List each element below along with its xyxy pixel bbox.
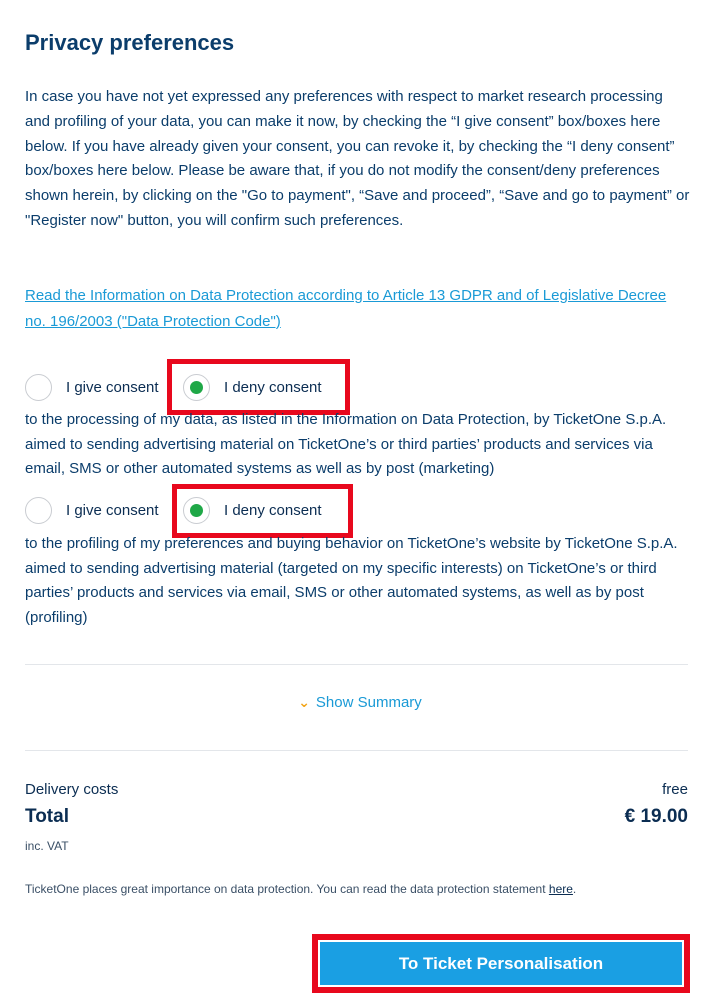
delivery-costs-label: Delivery costs: [25, 781, 119, 798]
consent-row-profiling: [25, 493, 690, 527]
give-consent-label: I give consent: [66, 501, 159, 519]
show-summary-label: Show Summary: [315, 694, 422, 711]
total-label: Total: [25, 806, 69, 827]
deny-consent-option-marketing[interactable]: [183, 370, 322, 404]
data-protection-link[interactable]: Read the Information on Data Protection according to Article 13 GDPR and of Legislative Decree no. 196/2003 ("Data Protection Code"): [25, 287, 667, 330]
consent-text-marketing: to the processing of my data, as listed in the Information on Data Protection, by TicketOne S.p.A. aimed to sending advertising material on TicketOne’s or third parties’ products and services via email, SMS or other automated systems as well as by post (marketing): [25, 411, 667, 478]
deny-consent-label: I deny consent: [224, 378, 322, 396]
give-consent-option-marketing[interactable]: [25, 370, 159, 404]
data-protection-statement-link[interactable]: here: [548, 882, 573, 896]
notice-end: .: [572, 882, 577, 896]
intro-text: In case you have not yet expressed any preferences with respect to market research processing and profiling of your data, you can make it now, by checking the “I give consent” box/boxes here below. If you have already given your consent, you can revoke it, by checking the “I deny consent” box/boxes here below. Please be aware that, if you do not modify the consent/deny preferences shown herein, by clicking on the "Go to payment", “Save and proceed”, “Save and go to payment” or "Register now" button, you will confirm such preferences.: [25, 88, 690, 229]
deny-consent-radio-marketing[interactable]: [183, 374, 210, 401]
consent-row-marketing: [25, 370, 690, 404]
show-summary-toggle[interactable]: [0, 694, 720, 711]
divider: [25, 664, 688, 665]
chevron-down-icon: ⌄: [298, 694, 310, 710]
vat-note: inc. VAT: [25, 839, 69, 853]
page-title: Privacy preferences: [25, 30, 235, 55]
total-row: [25, 806, 688, 828]
deny-consent-radio-profiling[interactable]: [183, 497, 210, 524]
consent-text-profiling: to the profiling of my preferences and buying behavior on TicketOne’s website by TicketOne S.p.A. aimed to sending advertising material (targeted on my specific interests) on TicketOne’s or third parties’ products and services via email, SMS or other automated systems, as well as by post (profiling): [25, 535, 678, 626]
delivery-costs-value: free: [662, 781, 688, 798]
delivery-costs-row: [25, 781, 688, 798]
highlight-box: [312, 934, 690, 993]
give-consent-label: I give consent: [66, 378, 159, 396]
total-value: € 19.00: [624, 806, 688, 827]
give-consent-radio-marketing[interactable]: [25, 374, 52, 401]
deny-consent-option-profiling[interactable]: [183, 493, 322, 527]
give-consent-radio-profiling[interactable]: [25, 497, 52, 524]
deny-consent-label: I deny consent: [224, 501, 322, 519]
data-protection-notice: [25, 882, 576, 896]
ticket-personalisation-button[interactable]: To Ticket Personalisation: [320, 942, 682, 985]
give-consent-option-profiling[interactable]: [25, 493, 159, 527]
divider: [25, 750, 688, 751]
notice-text: TicketOne places great importance on data protection. You can read the data protection statement: [25, 882, 549, 896]
